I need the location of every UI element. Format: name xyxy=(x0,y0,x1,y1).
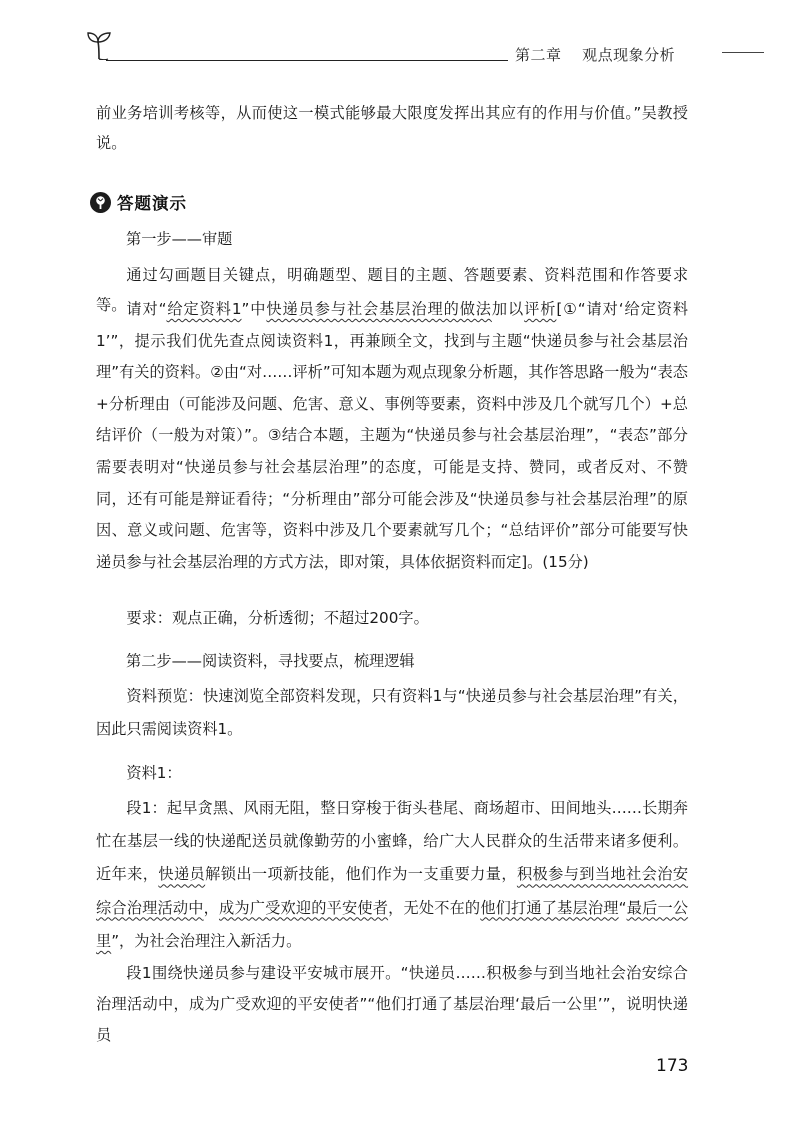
text-span: ”中 xyxy=(241,300,267,318)
text-span: 加以 xyxy=(491,300,525,318)
text-span: 段1：起早贪黑、风雨无阻，整日穿梭于街头巷尾、商场超市、田间地头……长期奔忙在基层一线的快递配送员就像勤劳的小蜜蜂，给广大人民群众的生活带来诸多便利。近年来， xyxy=(96,799,688,884)
material-segment-1 xyxy=(96,792,688,958)
paragraph-continued: 前业务培训考核等，从而使这一模式能够最大限度发挥出其应有的作用与价值。”吴教授说。 xyxy=(96,104,688,152)
text-span: ”，为社会治理注入新活力。 xyxy=(111,931,302,950)
step2-title: 第二步——阅读资料，寻找要点，梳理逻辑 xyxy=(126,652,415,670)
material-label: 资料1： xyxy=(126,764,182,782)
underlined-text: 积极参与到当地社会治安综合治理活动中 xyxy=(96,865,689,917)
chapter-name: 观点现象分析 xyxy=(582,46,676,64)
header-rule xyxy=(106,60,508,61)
step1-requirement: 要求：观点正确，分析透彻；不超过200字。 xyxy=(126,609,429,627)
underlined-text: 他们打通了基层治理 xyxy=(480,898,619,917)
underlined-text: 最后一公里 xyxy=(96,898,689,950)
page-number: 173 xyxy=(656,1056,689,1076)
step1-paragraph-2 xyxy=(96,294,688,578)
sprout-icon xyxy=(86,30,112,60)
text-span: ，无处不在的 xyxy=(388,898,481,917)
section-heading xyxy=(90,190,187,214)
analysis-paragraph: 段1围绕快递员参与建设平安城市展开。“快递员……积极参与到当地社会治安综合治理活动中，成为广受欢迎的平安使者”“他们打通了基层治理‘最后一公里’”，说明快递员 xyxy=(96,964,688,1044)
step1-title: 第一步——审题 xyxy=(126,230,233,248)
step2-paragraph-1: 资料预览：快速浏览全部资料发现，只有资料1与“快递员参与社会基层治理”有关，因此只需阅读资料1。 xyxy=(96,687,688,738)
underlined-text: 快递员 xyxy=(158,865,206,884)
chapter-label: 第二章 xyxy=(515,46,562,64)
underlined-text: 快递员参与社会基层治理的做法 xyxy=(266,300,492,318)
section-title: 答题演示 xyxy=(117,194,187,213)
underlined-text: 成为广受欢迎的平安使者 xyxy=(218,898,389,917)
text-span: ， xyxy=(203,898,219,917)
page-header xyxy=(0,0,800,80)
underlined-text: 给定资料1 xyxy=(166,300,242,318)
text-span: “ xyxy=(618,898,627,917)
text-span: 请对“ xyxy=(126,300,167,318)
text-span: [①“请对‘给定资料1’”，提示我们优先查点阅读资料1，再兼顾全文，找到与主题“快递员参与社会基层治理”有关的资料。②由“对……评析”可知本题为观点现象分析题，其作答思路一般为“表态+分析理由（可能涉及问题、危害、意义、事例等要素，资料中涉及几个就写几个）+总结评价（一般为对策）”。③结合本题，主题为“快递员参与社会基层治理”，“表态”部分需要表明对“快递员参与社会基层治理”的态度，可能是支持、赞同，或者反对、不赞同，还有可能是辩证看待；“分析理由”部分可能会涉及“快递员参与社会基层治理”的原因、意义或问题、危害等，资料中涉及几个要素就写几个；“总结评价”部分可能要写快递员参与社会基层治理的方式方法，即对策，具体依据资料而定]。(15分) xyxy=(96,300,689,571)
tree-icon xyxy=(90,192,111,213)
step1-paragraph-1: 通过勾画题目关键点，明确题型、题目的主题、答题要素、资料范围和作答要求等。 xyxy=(96,266,688,314)
underlined-text: 评析 xyxy=(524,300,557,318)
header-title xyxy=(515,44,675,65)
text-span: 解锁出一项新技能，他们作为一支重要力量， xyxy=(205,865,517,884)
header-rule-right xyxy=(722,52,764,53)
